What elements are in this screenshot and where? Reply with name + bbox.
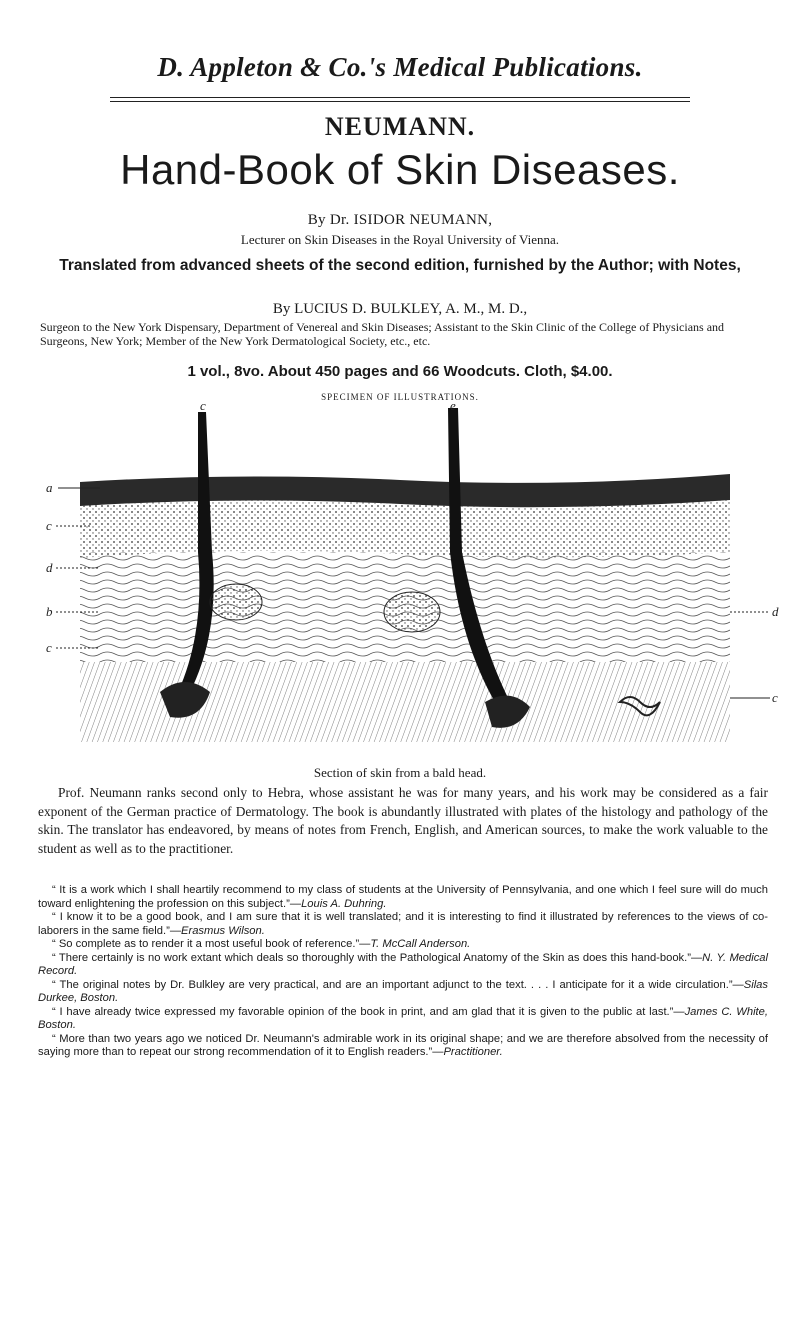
testimonial-item (38, 884, 768, 911)
testimonial-text: “ The original notes by Dr. Bulkley are very practical, and are an important adjunct to the text. . . . I anticipate for it a wide circulation.”— (52, 978, 744, 991)
testimonial-text: “ It is a work which I shall heartily recommend to my class of students at the University of Pennsylvania, and one which I feel sure will do much toward enlightening the profession on this subject.”— (38, 884, 768, 910)
label-c-left: c (46, 518, 52, 533)
testimonials (38, 884, 768, 1060)
label-e-top: e (450, 402, 456, 413)
testimonial-item (38, 1033, 768, 1060)
testimonial-text: “ There certainly is no work extant which deals so thoroughly with the Pathological Anatomy of the Skin as does this hand-book.”— (52, 951, 703, 964)
testimonial-attribution: N. Y. Medical Record. (38, 951, 768, 977)
testimonial-text: “ So complete as to render it a most useful book of reference.”— (52, 938, 371, 950)
testimonial-attribution: Louis A. Duhring. (301, 897, 387, 910)
translator-by-line: By LUCIUS D. BULKLEY, A. M., M. D., (272, 301, 528, 317)
label-a: a (46, 480, 53, 495)
label-c-bottom: c (46, 640, 52, 655)
label-c-top: c (200, 402, 206, 413)
label-d-left: d (46, 560, 53, 575)
testimonial-item (38, 979, 768, 1006)
translation-note: Translated from advanced sheets of the second edition, furnished by the Author; with Notes, (59, 257, 741, 274)
author-by-line: By Dr. ISIDOR NEUMANN, (307, 212, 493, 228)
testimonial-text: “ More than two years ago we noticed Dr. Neumann's admirable work in its original shape; and we are therefore absolved from the necessity of saying more than to repeat our strong recommendation of it to English readers.”— (38, 1032, 768, 1058)
testimonial-attribution: Erasmus Wilson. (181, 924, 265, 937)
testimonial-item (38, 911, 768, 938)
testimonial-text: “ I know it to be a good book, and I am sure that it is well translated; and it is interesting to find it illustrated by references to the views of co-laborers in the same field.”— (38, 911, 768, 937)
testimonial-attribution: James C. White, Boston. (38, 1005, 768, 1031)
sebaceous-gland-right (384, 592, 440, 632)
testimonial-item (38, 952, 768, 979)
header-rule-bottom (110, 101, 690, 102)
testimonial-text: “ I have already twice expressed my favorable opinion of the book in print, and am glad that it is given to the public at last.”— (52, 1005, 685, 1018)
testimonial-attribution: Silas Durkee, Boston. (38, 978, 768, 1004)
testimonial-item (38, 1006, 768, 1033)
author-affiliation: Lecturer on Skin Diseases in the Royal University of Vienna. (240, 232, 560, 247)
skin-section-illustration (40, 402, 780, 762)
book-title: Hand-Book of Skin Diseases. (120, 146, 680, 193)
figure-caption: Section of skin from a bald head. (313, 765, 487, 780)
testimonial-attribution: T. McCall Anderson. (370, 938, 471, 950)
author-heading: NEUMANN. (324, 112, 476, 141)
testimonial-attribution: Practitioner. (443, 1046, 503, 1058)
header-rule-top (110, 97, 690, 98)
rete-layer (80, 500, 730, 558)
edition-details: 1 vol., 8vo. About 450 pages and 66 Woodcuts. Cloth, $4.00. (187, 363, 613, 380)
label-b-left: b (46, 604, 53, 619)
label-d-right: d (772, 604, 779, 619)
sebaceous-gland-left (210, 584, 262, 620)
label-c-right: c (772, 690, 778, 705)
publisher-header: D. Appleton & Co.'s Medical Publications. (157, 52, 643, 82)
translator-roles: Surgeon to the New York Dispensary, Department of Venereal and Skin Diseases; Assistant to the Skin Clinic of the College of Physicians and Surgeons, New York; Member of the New York Dermatological Society, etc., etc. (40, 320, 725, 348)
specimen-heading: SPECIMEN OF ILLUSTRATIONS. (321, 392, 479, 402)
testimonial-item (38, 938, 768, 952)
book-description: Prof. Neumann ranks second only to Hebra, whose assistant he was for many years, and his work may be considered as a fair exponent of the German practice of Dermatology. The book is abundantly illustrated with plates of the histology and pathology of the skin. The translator has endeavored, by means of notes from French, English, and American sources, to make the work valuable to the student as well as to the practitioner. (38, 785, 768, 856)
